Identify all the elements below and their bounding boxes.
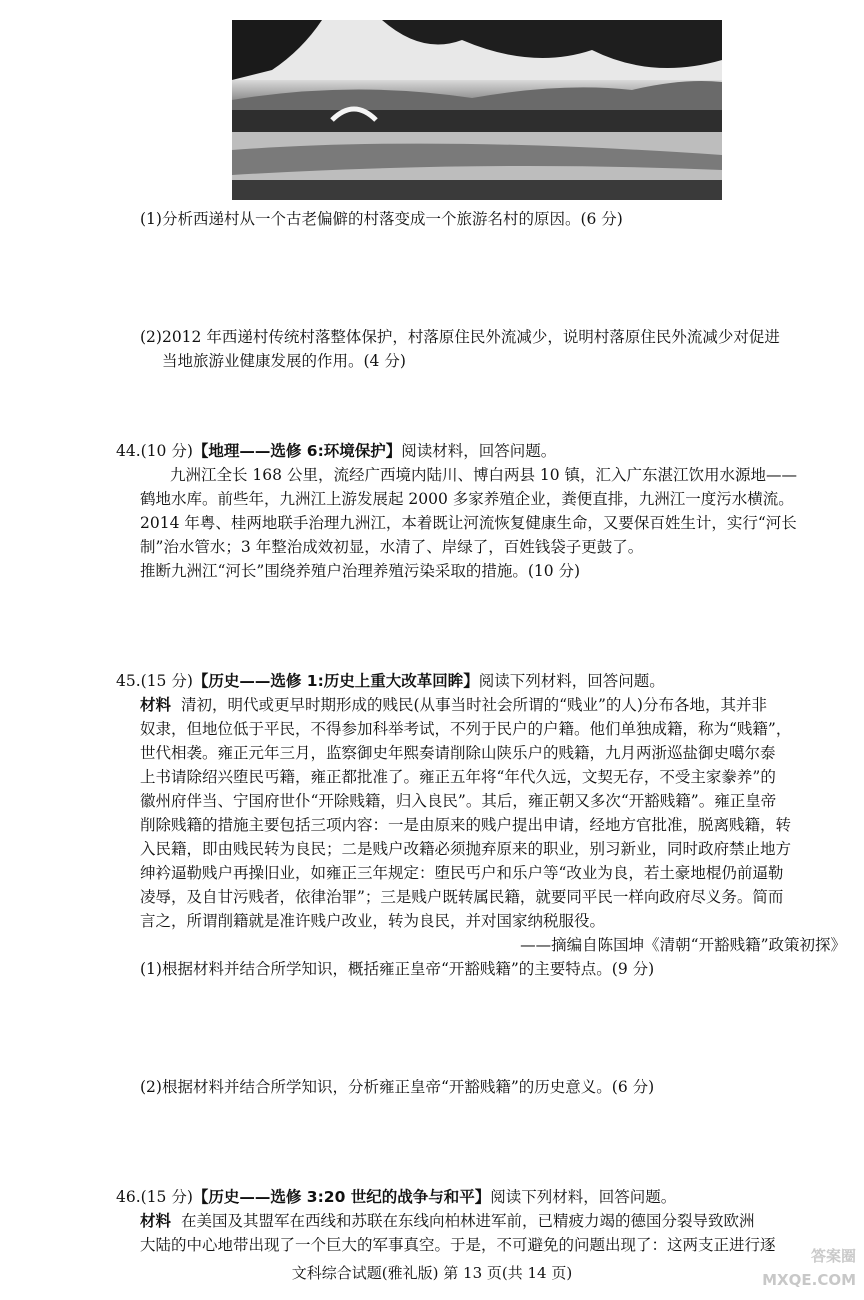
q46-material-line: 大陆的中心地带出现了一个巨大的军事真空。于是，不可避免的问题出现了：这两支正进行逐 <box>140 1236 776 1254</box>
q45-material-line <box>140 694 767 716</box>
q44-number: 44.(10 分) <box>116 442 193 460</box>
q45-title: 【历史——选修 1:历史上重大改革回眸】 <box>192 672 479 690</box>
landscape-photo-drawing <box>232 20 722 200</box>
q44-material-line: 鹤地水库。前些年，九洲江上游发展起 2000 多家养殖企业，粪便直排，九洲江一度污水横流。 <box>140 490 794 508</box>
q44-title: 【地理——选修 6:环境保护】 <box>192 442 402 460</box>
q46-intro: 阅读下列材料，回答问题。 <box>490 1188 677 1206</box>
q45-material-line: 言之，所谓削籍就是准许贱户改业，转为良民，并对国家纳税服役。 <box>140 912 606 930</box>
q46-number: 46.(15 分) <box>116 1188 193 1206</box>
q45-material-line: 入民籍，即由贱民转为良民；二是贱户改籍必须抛弃原来的职业，别习新业，同时政府禁止地方 <box>140 840 792 858</box>
q45-material-line: 上书请除绍兴堕民丐籍，雍正都批准了。雍正五年将“年代久远，文契无存，不受主家豢养”的 <box>140 768 776 786</box>
q45-material-line: 世代相袭。雍正元年三月，监察御史年熙奏请削除山陕乐户的贱籍，九月两浙巡盐御史噶尔泰 <box>140 744 776 762</box>
q45-source: ——摘编自陈国坤《清朝“开豁贱籍”政策初探》 <box>520 936 846 954</box>
page-footer: 文科综合试题(雅礼版) 第 13 页(共 14 页) <box>291 1264 573 1282</box>
q45-material-line: 绅衿逼勒贱户再操旧业，如雍正三年规定：堕民丐户和乐户等“改业为良，若土豪地棍仍前逼勒 <box>140 864 784 882</box>
q44-material-line: 制”治水管水；3 年整治成效初显，水清了、岸绿了，百姓钱袋子更鼓了。 <box>140 538 644 556</box>
q44-material-line: 九洲江全长 168 公里，流经广西境内陆川、博白两县 10 镇，汇入广东湛江饮用水源地—— <box>170 466 798 484</box>
q45-material-label: 材料 <box>140 696 172 714</box>
q44-question: 推断九洲江“河长”围绕养殖户治理养殖污染采取的措施。(10 分) <box>140 562 581 580</box>
q45-material-line: 削除贱籍的措施主要包括三项内容：一是由原来的贱户提出申请，经地方官批准，脱离贱籍，转 <box>140 816 792 834</box>
q-prev-part2-line1: (2)2012 年西递村传统村落整体保护，村落原住民外流减少，说明村落原住民外流减少对促进 <box>140 328 780 346</box>
q45-question-1: (1)根据材料并结合所学知识，概括雍正皇帝“开豁贱籍”的主要特点。(9 分) <box>140 960 655 978</box>
watermark-logo <box>716 1244 856 1294</box>
q45-intro: 阅读下列材料，回答问题。 <box>478 672 665 690</box>
q45-material-line: 奴隶，但地位低于平民，不得参加科举考试，不列于民户的户籍。他们单独成籍，称为“贱籍”， <box>140 720 792 738</box>
q46-material-text: 在美国及其盟军在西线和苏联在东线向柏林进军前，已精疲力竭的德国分裂导致欧洲 <box>181 1212 755 1230</box>
q45-question-2: (2)根据材料并结合所学知识，分析雍正皇帝“开豁贱籍”的历史意义。(6 分) <box>140 1078 655 1096</box>
q46-material-line <box>140 1210 755 1232</box>
q44-intro: 阅读材料，回答问题。 <box>401 442 557 460</box>
q45-material-line: 徽州府伴当、宁国府世仆“开除贱籍，归入良民”。其后，雍正朝又多次“开豁贱籍”。雍正皇帝 <box>140 792 777 810</box>
q46-title: 【历史——选修 3:20 世纪的战争与和平】 <box>192 1188 491 1206</box>
q46-heading <box>116 1186 676 1208</box>
q44-heading <box>116 440 556 462</box>
q44-material-line: 2014 年粤、桂两地联手治理九洲江，本着既让河流恢复健康生命，又要保百姓生计，实行“河长 <box>140 514 797 532</box>
q45-heading <box>116 670 665 692</box>
q46-material-label: 材料 <box>140 1212 172 1230</box>
q45-material-text: 清初，明代或更早时期形成的贱民(从事当时社会所谓的“贱业”的人)分布各地，其并非 <box>181 696 767 714</box>
q45-material-line: 凌辱，及自甘污贱者，依律治罪”；三是贱户既转属民籍，就要同平民一样向政府尽义务。简而 <box>140 888 784 906</box>
watermark-url: MXQE.COM <box>762 1271 856 1289</box>
q-prev-part1: (1)分析西递村从一个古老偏僻的村落变成一个旅游名村的原因。(6 分) <box>140 210 623 228</box>
watermark-text: 答案圈 <box>810 1247 856 1265</box>
q-prev-part2-line2: 当地旅游业健康发展的作用。(4 分) <box>162 352 406 370</box>
q45-number: 45.(15 分) <box>116 672 193 690</box>
landscape-photo <box>232 20 722 200</box>
